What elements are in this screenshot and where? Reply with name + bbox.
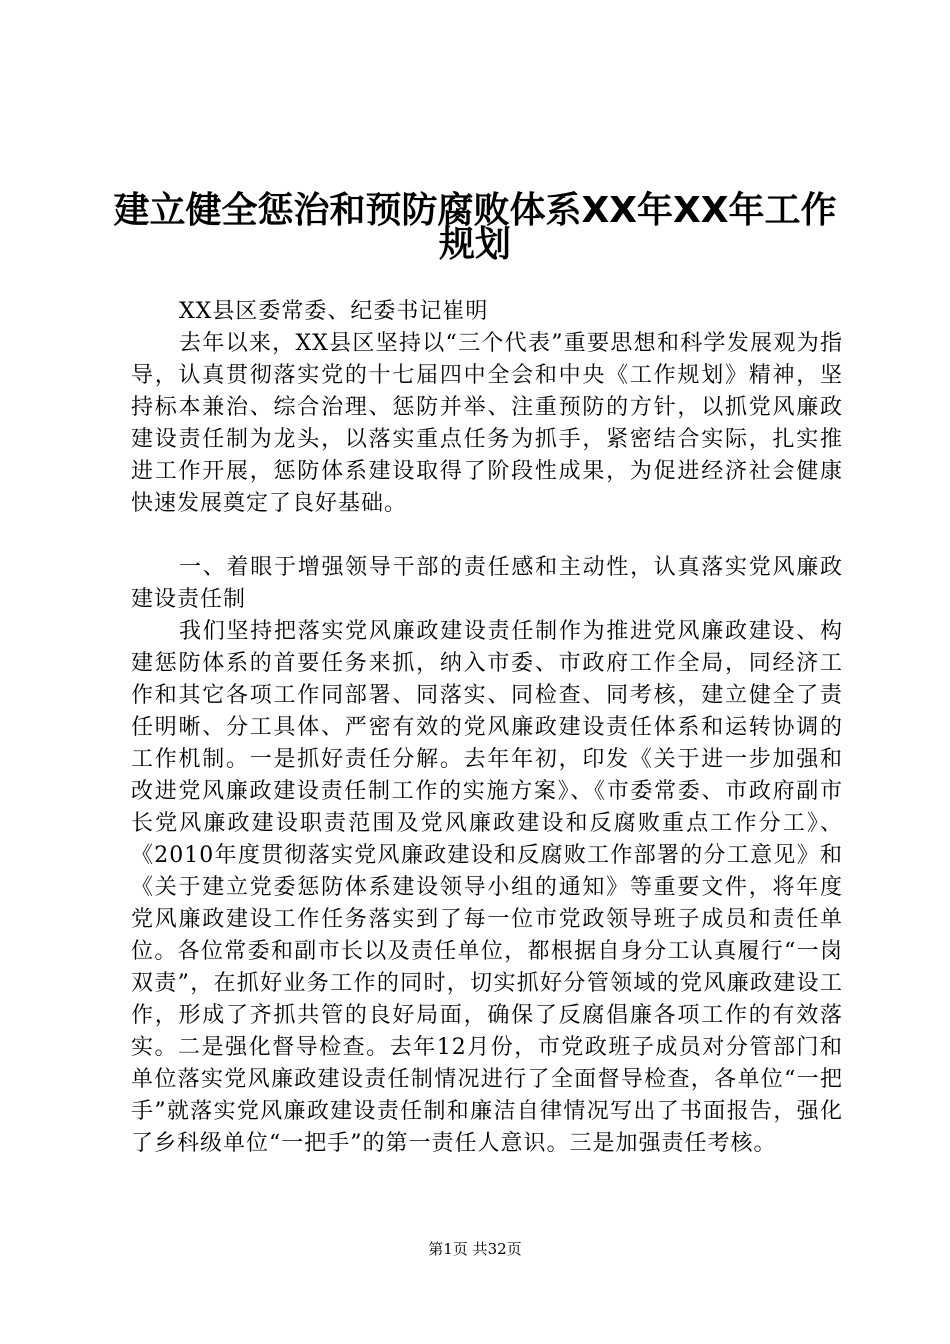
document-title-line-1: 建立健全惩治和预防腐败体系XX年XX年工作 <box>113 190 837 231</box>
section-heading-1: 一、着眼于增强领导干部的责任感和主动性，认真落实党风廉政建设责任制 <box>131 555 843 612</box>
document-body <box>131 296 843 1160</box>
intro-paragraph: 去年以来，XX县区坚持以“三个代表”重要思想和科学发展观为指导，认真贯彻落实党的十七届四中全会和中央《工作规划》精神，坚持标本兼治、综合治理、惩防并举、注重预防的方针，以抓党风廉政建设责任制为龙头，以落实重点任务为抓手，紧密结合实际，扎实推进工作开展，惩防体系建设取得了阶段性成果，为促进经济社会健康快速发展奠定了良好基础。 <box>131 331 843 516</box>
section-1-paragraph: 我们坚持把落实党风廉政建设责任制作为推进党风廉政建设、构建惩防体系的首要任务来抓，纳入市委、市政府工作全局，同经济工作和其它各项工作同部署、同落实、同检查、同考核，建立健全了责任明晰、分工具体、严密有效的党风廉政建设责任体系和运转协调的工作机制。一是抓好责任分解。去年年初，印发《关于进一步加强和改进党风廉政建设责任制工作的实施方案》、《市委常委、市政府副市长党风廉政建设职责范围及党风廉政建设和反腐败重点工作分工》、《2010年度贯彻落实党风廉政建设和反腐败工作部署的分工意见》和《关于建立党委惩防体系建设领导小组的通知》等重要文件，将年度党风廉政建设工作任务落实到了每一位市党政领导班子成员和责任单位。各位常委和副市长以及责任单位，都根据自身分工认真履行“一岗双责”，在抓好业务工作的同时，切实抓好分管领域的党风廉政建设工作，形成了齐抓共管的良好局面，确保了反腐倡廉各项工作的有效落实。二是强化督导检查。去年12月份，市党政班子成员对分管部门和单位落实党风廉政建设责任制情况进行了全面督导检查，各单位“一把手”就落实党风廉政建设责任制和廉洁自律情况写出了书面报告，强化了乡科级单位“一把手”的第一责任人意识。三是加强责任考核。 <box>131 619 843 1156</box>
page-number-footer: 第1页 共32页 <box>428 1240 522 1258</box>
author-line: XX县区委常委、纪委书记崔明 <box>179 299 489 324</box>
document-title-line-2: 规划 <box>438 224 511 265</box>
